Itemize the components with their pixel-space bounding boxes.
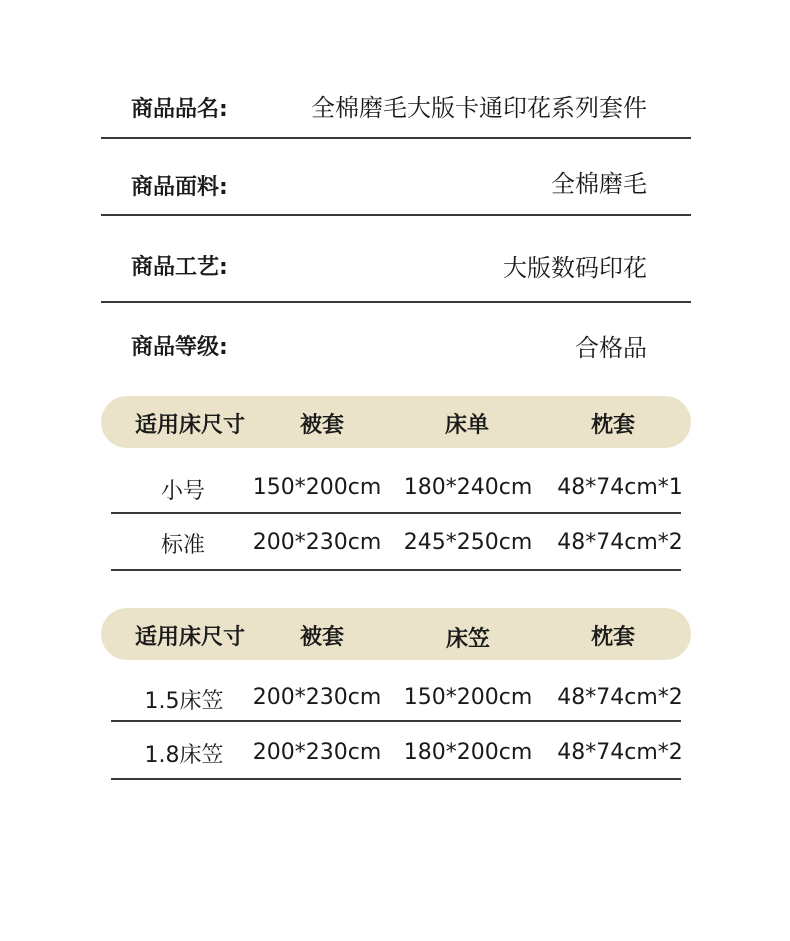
header-cell-duvet: 被套 xyxy=(299,413,345,438)
table1-header xyxy=(101,396,691,448)
info-label: 商品工艺: xyxy=(131,255,228,280)
info-label: 商品品名: xyxy=(131,97,228,122)
header-cell-pillowcase: 枕套 xyxy=(590,413,636,438)
header-cell-fitted-sheet: 床笠 xyxy=(445,627,491,652)
size-cell: 标准 xyxy=(160,533,206,558)
divider xyxy=(111,720,681,722)
info-value: 全棉磨毛 xyxy=(551,170,647,198)
divider xyxy=(111,569,681,571)
info-row-craft xyxy=(101,248,691,282)
duvet-cell: 200*230cm xyxy=(252,530,382,555)
header-cell-size: 适用床尺寸 xyxy=(134,413,246,438)
sheet-cell: 245*250cm xyxy=(403,530,533,555)
duvet-cell: 200*230cm xyxy=(252,740,382,765)
duvet-cell: 150*200cm xyxy=(252,475,382,500)
divider xyxy=(111,512,681,514)
sheet-cell: 180*240cm xyxy=(403,475,533,500)
pillowcase-cell: 48*74cm*1 xyxy=(557,475,683,500)
size-cell: 1.5床笠 xyxy=(144,689,224,714)
duvet-cell: 200*230cm xyxy=(252,685,382,710)
info-value: 全棉磨毛大版卡通印花系列套件 xyxy=(311,94,647,122)
pillowcase-cell: 48*74cm*2 xyxy=(557,740,683,765)
table2-header xyxy=(101,608,691,660)
info-row-grade xyxy=(101,328,691,362)
divider xyxy=(101,301,691,303)
fitted-sheet-cell: 150*200cm xyxy=(403,685,533,710)
header-cell-size: 适用床尺寸 xyxy=(134,625,246,650)
header-cell-duvet: 被套 xyxy=(299,625,345,650)
info-label: 商品等级: xyxy=(131,335,228,360)
info-row-fabric xyxy=(101,166,691,200)
info-row-name xyxy=(101,88,691,122)
pillowcase-cell: 48*74cm*2 xyxy=(557,685,683,710)
divider xyxy=(101,137,691,139)
info-label: 商品面料: xyxy=(131,175,228,200)
fitted-sheet-cell: 180*200cm xyxy=(403,740,533,765)
size-cell: 1.8床笠 xyxy=(144,743,224,768)
info-value: 合格品 xyxy=(575,334,647,362)
size-cell: 小号 xyxy=(160,479,206,504)
info-value: 大版数码印花 xyxy=(503,254,647,282)
divider xyxy=(101,214,691,216)
divider xyxy=(111,778,681,780)
header-cell-sheet: 床单 xyxy=(444,413,490,438)
header-cell-pillowcase: 枕套 xyxy=(590,625,636,650)
pillowcase-cell: 48*74cm*2 xyxy=(557,530,683,555)
